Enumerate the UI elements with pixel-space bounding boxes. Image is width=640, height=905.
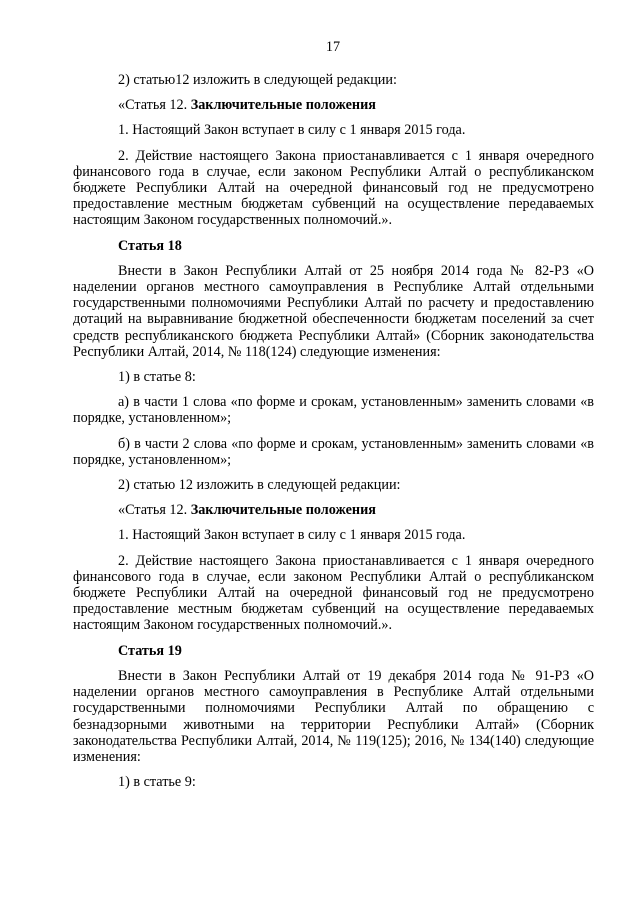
- article-heading-19: Статья 19: [118, 642, 182, 659]
- paragraph-p3: 1. Настоящий Закон вступает в силу с 1 января 2015 года.: [118, 122, 466, 139]
- paragraph-p8: б) в части 2 слова «по форме и срокам, установленным» заменить словами «в порядке, установленном»;: [73, 435, 594, 468]
- paragraph-p1: 2) статью12 изложить в следующей редакции:: [118, 72, 397, 88]
- page-number: 17: [325, 39, 341, 55]
- paragraph-p10: [73, 502, 594, 518]
- article-prefix: «Статья 12.: [118, 97, 191, 114]
- paragraph-p13: Внести в Закон Республики Алтай от 19 декабря 2014 года № 91-РЗ «О наделении органов местного самоуправления в Республике Алтай отдельными государственными полномочиями Республики Алтай по обращению с безнадзорными животными на территории Республики Алтай» (Сборник законодательства Республики Алтай, 2014, № 119(125); 2016, № 134(140) следующие изменения:: [73, 667, 594, 765]
- paragraph-p7: а) в части 1 слова «по форме и срокам, установленным» заменить словами «в порядке, установленном»;: [73, 394, 594, 427]
- paragraph-p5: Внести в Закон Республики Алтай от 25 ноября 2014 года № 82-РЗ «О наделении органов местного самоуправления в Республике Алтай отдельными государственными полномочиями Республики Алтай по расчету и предоставлению дотаций на выравнивание бюджетной обеспеченности бюджетам поселений за счет средств республиканского бюджета Республики Алтай» (Сборник законодательства Республики Алтай, 2014, № 118(124) следующие изменения:: [73, 262, 594, 360]
- document-body: [73, 72, 594, 790]
- paragraph-p2: [73, 97, 594, 113]
- paragraph-p6: 1) в статье 8:: [118, 369, 196, 386]
- article-title-bold: Заключительные положения: [190, 97, 376, 114]
- article-heading-18: Статья 18: [118, 237, 182, 254]
- paragraph-p9: 2) статью 12 изложить в следующей редакции:: [118, 477, 401, 494]
- paragraph-p12: 2. Действие настоящего Закона приостанавливается с 1 января очередного финансового года в случае, если законом Республики Алтай о республиканском бюджете Республики Алтай на очередной финансовый год не предусмотрено предоставление местным бюджетам субвенций на осуществление передаваемых настоящим Законом государственных полномочий.».: [73, 552, 594, 634]
- article-prefix: «Статья 12.: [118, 502, 191, 519]
- article-title-bold: Заключительные положения: [190, 502, 376, 519]
- paragraph-p4: 2. Действие настоящего Закона приостанавливается с 1 января очередного финансового года в случае, если законом Республики Алтай о республиканском бюджете Республики Алтай на очередной финансовый год не предусмотрено предоставление местным бюджетам субвенций на осуществление передаваемых настоящим Законом государственных полномочий.».: [73, 147, 594, 229]
- paragraph-p11: 1. Настоящий Закон вступает в силу с 1 января 2015 года.: [118, 527, 466, 544]
- paragraph-p14: 1) в статье 9:: [118, 774, 196, 791]
